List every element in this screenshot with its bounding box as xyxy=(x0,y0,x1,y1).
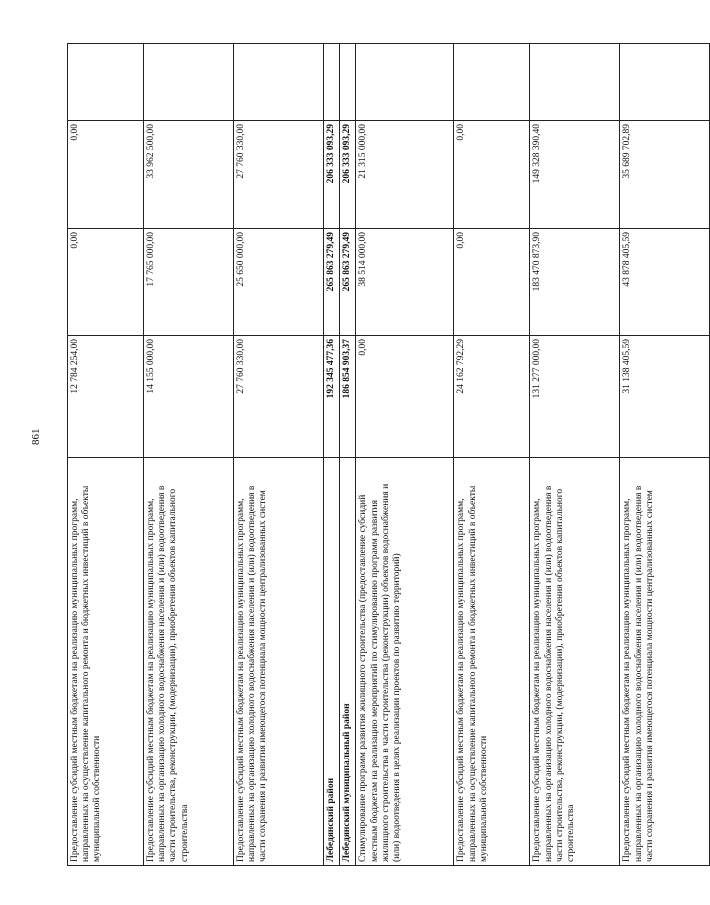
value-cell: 265 863 279,49 xyxy=(324,229,340,336)
value-cell: 0,00 xyxy=(454,121,530,229)
table-row xyxy=(620,44,710,866)
value-cell: 27 760 330,00 xyxy=(234,336,324,458)
value-cell: 0,00 xyxy=(356,336,454,458)
value-cell: 38 514 000,00 xyxy=(356,229,454,336)
table-row xyxy=(144,44,234,866)
empty-cell xyxy=(68,44,144,121)
value-cell: 43 878 405,59 xyxy=(620,229,710,336)
value-cell: 0,00 xyxy=(68,121,144,229)
empty-cell xyxy=(144,44,234,121)
table-row xyxy=(454,44,530,866)
empty-cell xyxy=(324,44,340,121)
value-cell: 14 155 000,00 xyxy=(144,336,234,458)
value-cell: 35 689 702,89 xyxy=(620,121,710,229)
row-description: Лебедянский район xyxy=(324,458,340,866)
row-description: Предоставление субсидий местным бюджетам на реализацию муниципальных программ, направленных на организацию холодного водоснабжения населения и (или) водоотведения в части строительства, реконструкции, (модернизации), приобретения объектов капитального строительства xyxy=(530,458,620,866)
table-row xyxy=(340,44,356,866)
rotated-table-container xyxy=(67,44,655,866)
table-row xyxy=(530,44,620,866)
value-cell: 21 315 000,00 xyxy=(356,121,454,229)
value-cell: 149 328 390,40 xyxy=(530,121,620,229)
empty-cell xyxy=(234,44,324,121)
value-cell: 12 784 254,00 xyxy=(68,336,144,458)
value-cell: 25 650 000,00 xyxy=(234,229,324,336)
value-cell: 192 345 477,36 xyxy=(324,336,340,458)
empty-cell xyxy=(530,44,620,121)
value-cell: 31 138 405,59 xyxy=(620,336,710,458)
value-cell: 17 765 000,00 xyxy=(144,229,234,336)
table-row xyxy=(234,44,324,866)
row-description: Предоставление субсидий местным бюджетам на реализацию муниципальных программ, направленных на организацию холодного водоснабжения населения и (или) водоотведения в части сохранения и развития имеющегося потенциала мощности централизованных систем xyxy=(620,458,710,866)
table-row xyxy=(356,44,454,866)
row-description: Предоставление субсидий местным бюджетам на реализацию муниципальных программ, направленных на осуществление капитального ремонта и бюджетных инвестиций в объекты муниципальной собственности xyxy=(68,458,144,866)
table-row xyxy=(68,44,144,866)
value-cell: 0,00 xyxy=(68,229,144,336)
value-cell: 27 760 330,00 xyxy=(234,121,324,229)
row-description: Предоставление субсидий местным бюджетам на реализацию муниципальных программ, направленных на организацию холодного водоснабжения населения и (или) водоотведения в части сохранения и развития имеющегося потенциала мощности централизованных систем xyxy=(234,458,324,866)
value-cell: 183 470 873,90 xyxy=(530,229,620,336)
page-number: 861 xyxy=(30,428,42,445)
row-description: Предоставление субсидий местным бюджетам на реализацию муниципальных программ, направленных на организацию холодного водоснабжения населения и (или) водоотведения в части строительства, реконструкции, (модернизации), приобретения объектов капитального строительства xyxy=(144,458,234,866)
row-description: Стимулирование программ развития жилищного строительства (предоставление субсидий местным бюджетам на реализацию мероприятий по стимулированию программ развития жилищного строительства в части строительства (реконструкции) объектов водоснабжения и (или) водоотведения в целях реализации проектов по развитию территорий) xyxy=(356,458,454,866)
value-cell: 186 854 903,37 xyxy=(340,336,356,458)
table-row xyxy=(324,44,340,866)
empty-cell xyxy=(356,44,454,121)
value-cell: 131 277 000,00 xyxy=(530,336,620,458)
value-cell: 24 162 792,29 xyxy=(454,336,530,458)
value-cell: 206 333 093,29 xyxy=(340,121,356,229)
empty-cell xyxy=(340,44,356,121)
value-cell: 0,00 xyxy=(454,229,530,336)
row-description: Лебедянский муниципальный район xyxy=(340,458,356,866)
budget-table xyxy=(67,43,710,866)
empty-cell xyxy=(454,44,530,121)
value-cell: 265 863 279,49 xyxy=(340,229,356,336)
value-cell: 206 333 093,29 xyxy=(324,121,340,229)
row-description: Предоставление субсидий местным бюджетам на реализацию муниципальных программ, направленных на осуществление капитального ремонта и бюджетных инвестиций в объекты муниципальной собственности xyxy=(454,458,530,866)
empty-cell xyxy=(620,44,710,121)
value-cell: 33 962 500,00 xyxy=(144,121,234,229)
